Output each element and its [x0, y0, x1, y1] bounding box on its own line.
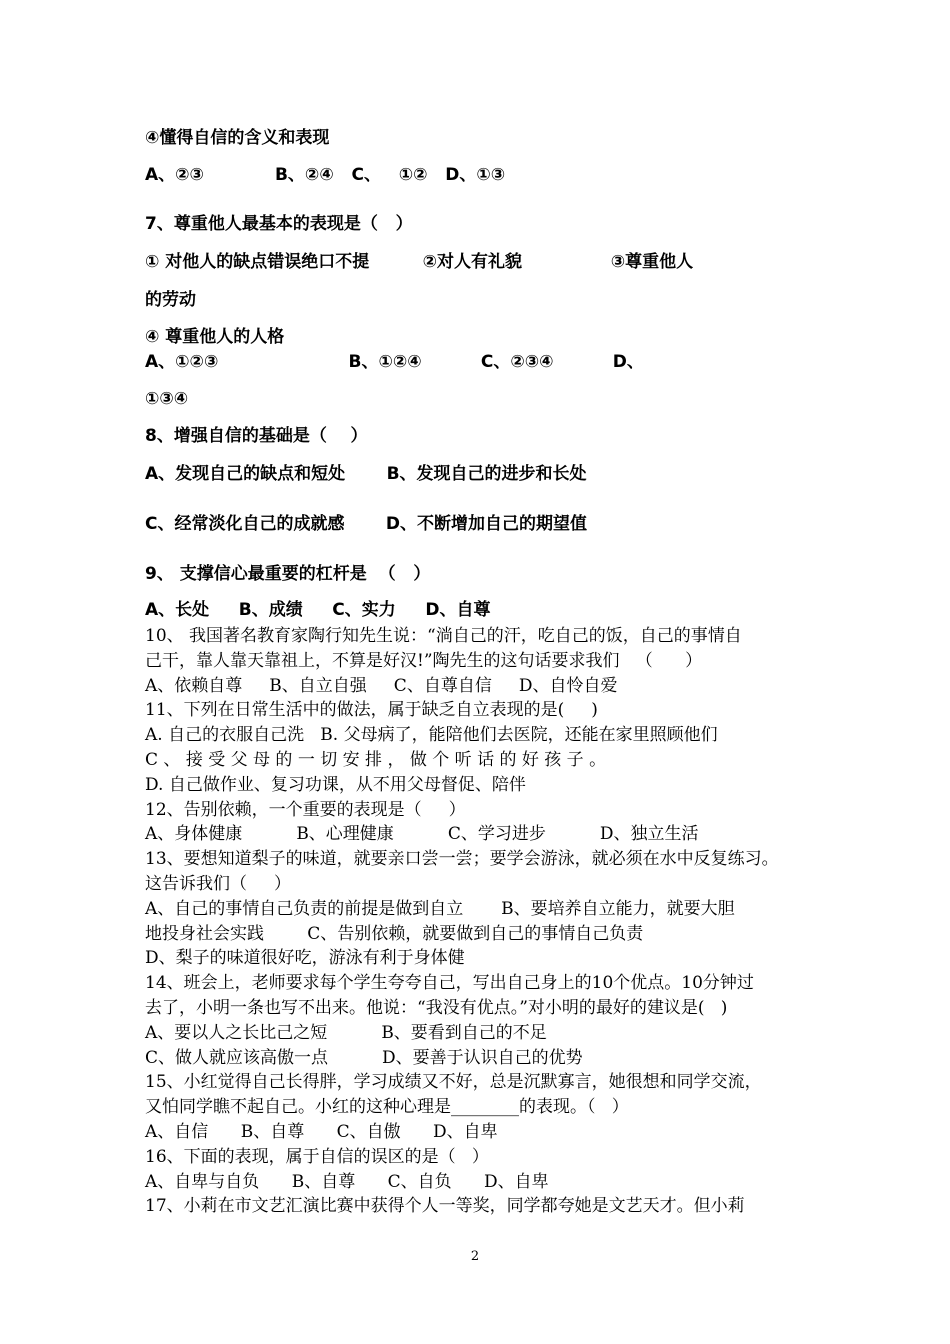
- q14-options-ab: A、要以人之长比己之短 B、要看到自己的不足: [145, 1023, 547, 1043]
- q7-options-cont: ①③④: [145, 389, 189, 409]
- q7-item-4: ④ 尊重他人的人格: [145, 327, 285, 347]
- q14-question-line-1: 14、班会上，老师要求每个学生夸夸自己，写出自己身上的10个优点。10分钟过: [145, 973, 754, 993]
- q11-options-ab: A. 自己的衣服自己洗 B. 父母病了，能陪他们去医院，还能在家里照顾他们: [145, 725, 718, 745]
- q13-options-line-2: 地投身社会实践 C、告别依赖，就要做到自己的事情自己负责: [145, 924, 644, 944]
- q11-option-c: C 、 接 受 父 母 的 一 切 安 排 ， 做 个 听 话 的 好 孩 子 。: [145, 750, 607, 770]
- q14-options-cd: C、做人就应该高傲一点 D、要善于认识自己的优势: [145, 1048, 583, 1068]
- q8-question: 8、增强自信的基础是（ ）: [145, 426, 368, 446]
- q11-question: 11、下列在日常生活中的做法，属于缺乏自立表现的是( ): [145, 700, 598, 720]
- q15-question-line-1: 15、小红觉得自己长得胖，学习成绩又不好，总是沉默寡言，她很想和同学交流，: [145, 1072, 762, 1092]
- q13-question-line-1: 13、要想知道梨子的味道，就要亲口尝一尝；要学会游泳，就必须在水中反复练习。: [145, 849, 779, 869]
- q8-options-ab: A、发现自己的缺点和短处 B、发现自己的进步和长处: [145, 464, 587, 484]
- q14-question-line-2: 去了，小明一条也写不出来。他说：“我没有优点。”对小明的最好的建议是( ): [145, 998, 728, 1018]
- page-number: 2: [470, 1249, 480, 1264]
- q15-options: A、自信 B、自尊 C、自傲 D、自卑: [145, 1122, 498, 1142]
- q13-options-line-3: D、梨子的味道很好吃，游泳有利于身体健: [145, 948, 465, 968]
- q12-question: 12、告别依赖，一个重要的表现是（ ）: [145, 800, 466, 820]
- q17-question-line-1: 17、小莉在市文艺汇演比赛中获得个人一等奖，同学都夸她是文艺天才。但小莉: [145, 1196, 745, 1216]
- q7-items-line-2: 的劳动: [145, 290, 196, 310]
- q6-options: A、②③ B、②④ C、 ①② D、①③: [145, 165, 506, 185]
- text-line-1: ④懂得自信的含义和表现: [145, 128, 330, 148]
- q13-question-line-2: 这告诉我们（ ）: [145, 874, 292, 894]
- q9-options: A、长处 B、成绩 C、实力 D、自尊: [145, 600, 491, 620]
- q10-question-line-1: 10、 我国著名教育家陶行知先生说：“淌自己的汗，吃自己的饭，自己的事情自: [145, 626, 742, 646]
- q13-options-line-1: A、自己的事情自己负责的前提是做到自立 B、要培养自立能力，就要大胆: [145, 899, 735, 919]
- q12-options: A、身体健康 B、心理健康 C、学习进步 D、独立生活: [145, 824, 699, 844]
- q15-question-line-2: 又怕同学瞧不起自己。小红的这种心理是________的表现。（ ）: [145, 1097, 629, 1117]
- q16-question: 16、下面的表现，属于自信的误区的是（ ）: [145, 1147, 489, 1167]
- q11-option-d: D. 自己做作业、复习功课，从不用父母督促、陪伴: [145, 775, 526, 795]
- q7-options: A、①②③ B、①②④ C、②③④ D、: [145, 352, 644, 372]
- q9-question: 9、 支撑信心最重要的杠杆是 （ ）: [145, 564, 431, 584]
- q7-items-line-1: ① 对他人的缺点错误绝口不提 ②对人有礼貌 ③尊重他人: [145, 252, 694, 272]
- q16-options: A、自卑与自负 B、自尊 C、自负 D、自卑: [145, 1172, 549, 1192]
- q7-question: 7、尊重他人最基本的表现是（ ）: [145, 214, 413, 234]
- q10-question-line-2: 己干，靠人靠天靠祖上，不算是好汉!”陶先生的这句话要求我们 （ ）: [145, 651, 703, 671]
- q10-options: A、依赖自尊 B、自立自强 C、自尊自信 D、自怜自爱: [145, 676, 618, 696]
- q8-options-cd: C、经常淡化自己的成就感 D、不断增加自己的期望值: [145, 514, 588, 534]
